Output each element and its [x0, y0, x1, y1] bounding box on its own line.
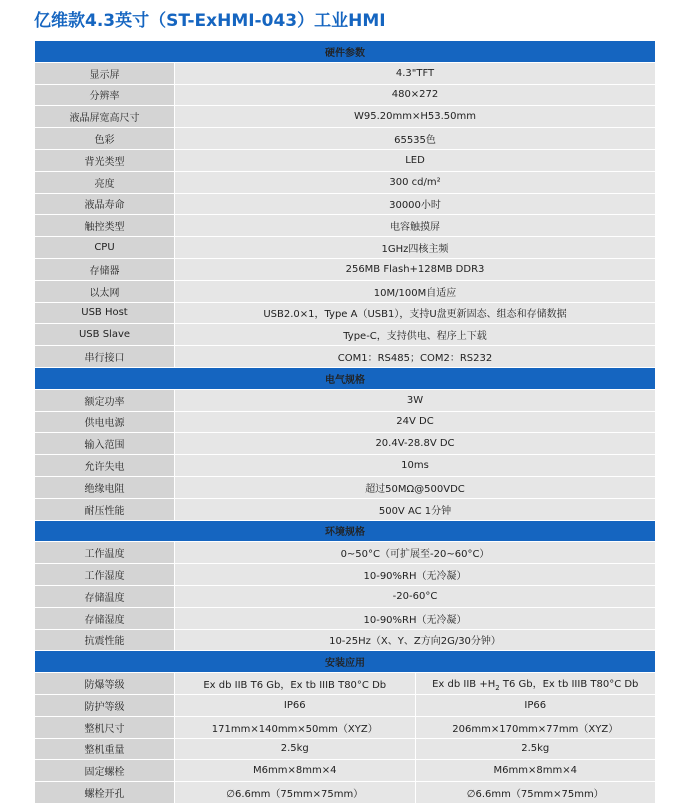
- spec-label: 色彩: [35, 128, 175, 150]
- spec-value: 10-90%RH（无冷凝）: [175, 564, 656, 586]
- spec-value-part: Ex db IIB +H: [432, 679, 496, 690]
- spec-value: 10M/100M自适应: [175, 280, 656, 302]
- spec-row: [35, 694, 656, 716]
- spec-row: [35, 564, 656, 586]
- spec-label: 绝缘电阻: [35, 476, 175, 498]
- spec-row: [35, 542, 656, 564]
- spec-row: [35, 585, 656, 607]
- spec-value: 30000小时: [175, 193, 656, 215]
- spec-row: [35, 84, 656, 106]
- electrical-section-header: 电气规格: [35, 367, 656, 389]
- spec-value: 480×272: [175, 84, 656, 106]
- spec-row: [35, 280, 656, 302]
- spec-value: USB2.0×1，Type A（USB1），支持U盘更新固态、组态和存储数据: [175, 302, 656, 324]
- spec-row: [35, 149, 656, 171]
- spec-row: [35, 673, 656, 695]
- spec-row: [35, 62, 656, 84]
- spec-value-model-a: Ex db IIB T6 Gb，Ex tb IIIB T80°C Db: [175, 673, 416, 695]
- spec-value-model-b: IP66: [415, 694, 656, 716]
- spec-row: [35, 171, 656, 193]
- spec-value-subscript: 2: [495, 684, 500, 692]
- installation-section-header-row: [35, 651, 656, 673]
- spec-value-model-a: IP66: [175, 694, 416, 716]
- spec-label: 工作湿度: [35, 564, 175, 586]
- spec-value: Type-C，支持供电、程序上下载: [175, 324, 656, 346]
- spec-row: [35, 411, 656, 433]
- spec-row: [35, 215, 656, 237]
- spec-value-model-a: 2.5kg: [175, 738, 416, 760]
- spec-value: 500V AC 1分钟: [175, 498, 656, 520]
- spec-row: [35, 258, 656, 280]
- spec-row: [35, 128, 656, 150]
- spec-row: [35, 782, 656, 804]
- hardware-section-header-row: [35, 41, 656, 63]
- spec-label: 存储湿度: [35, 607, 175, 629]
- hardware-section-header: 硬件参数: [35, 41, 656, 63]
- spec-label: 螺栓开孔: [35, 782, 175, 804]
- spec-value-model-b: M6mm×8mm×4: [415, 760, 656, 782]
- spec-value: LED: [175, 149, 656, 171]
- spec-row: [35, 193, 656, 215]
- electrical-section-header-row: [35, 367, 656, 389]
- spec-label: 允许失电: [35, 455, 175, 477]
- spec-label: 工作温度: [35, 542, 175, 564]
- spec-label: 串行接口: [35, 346, 175, 368]
- spec-label: USB Slave: [35, 324, 175, 346]
- spec-row: [35, 716, 656, 738]
- spec-label: 显示屏: [35, 62, 175, 84]
- spec-value-model-a: M6mm×8mm×4: [175, 760, 416, 782]
- spec-value: 4.3"TFT: [175, 62, 656, 84]
- spec-value: W95.20mm×H53.50mm: [175, 106, 656, 128]
- spec-value-part: T6 Gb，Ex tb IIIB T80°C Db: [499, 679, 639, 690]
- spec-row: [35, 346, 656, 368]
- spec-value-model-b: 206mm×170mm×77mm（XYZ）: [415, 716, 656, 738]
- spec-row: [35, 302, 656, 324]
- spec-value: 65535色: [175, 128, 656, 150]
- spec-row: [35, 629, 656, 651]
- spec-row: [35, 324, 656, 346]
- spec-row: [35, 433, 656, 455]
- spec-value: 256MB Flash+128MB DDR3: [175, 258, 656, 280]
- environment-section-header: 环境规格: [35, 520, 656, 542]
- spec-row: [35, 760, 656, 782]
- spec-label: 以太网: [35, 280, 175, 302]
- spec-value-model-b: ∅6.6mm（75mm×75mm）: [415, 782, 656, 804]
- spec-row: [35, 607, 656, 629]
- spec-value: 20.4V-28.8V DC: [175, 433, 656, 455]
- spec-label: 背光类型: [35, 149, 175, 171]
- spec-label: 固定螺栓: [35, 760, 175, 782]
- spec-value: -20-60°C: [175, 585, 656, 607]
- spec-label: 亮度: [35, 171, 175, 193]
- spec-label: 耐压性能: [35, 498, 175, 520]
- spec-value: 300 cd/m²: [175, 171, 656, 193]
- spec-value-model-a: 171mm×140mm×50mm（XYZ）: [175, 716, 416, 738]
- spec-label: 额定功率: [35, 389, 175, 411]
- spec-label: 整机尺寸: [35, 716, 175, 738]
- spec-value: 0~50°C（可扩展至-20~60°C）: [175, 542, 656, 564]
- spec-row: [35, 237, 656, 259]
- spec-value-model-b: [415, 673, 656, 695]
- spec-value: 24V DC: [175, 411, 656, 433]
- spec-value: 3W: [175, 389, 656, 411]
- page-title: 亿维款4.3英寸（ST-ExHMI-043）工业HMI: [34, 11, 386, 31]
- spec-label: 分辨率: [35, 84, 175, 106]
- spec-label: 整机重量: [35, 738, 175, 760]
- spec-label: 液晶屏宽高尺寸: [35, 106, 175, 128]
- spec-label: 存储温度: [35, 585, 175, 607]
- spec-value: 超过50MΩ@500VDC: [175, 476, 656, 498]
- spec-row: [35, 455, 656, 477]
- spec-value: 10ms: [175, 455, 656, 477]
- spec-label: 供电电源: [35, 411, 175, 433]
- spec-label: 抗震性能: [35, 629, 175, 651]
- spec-value: 1GHz四核主频: [175, 237, 656, 259]
- spec-row: [35, 389, 656, 411]
- spec-value-model-b: 2.5kg: [415, 738, 656, 760]
- spec-label: 防护等级: [35, 694, 175, 716]
- spec-row: [35, 476, 656, 498]
- spec-label: CPU: [35, 237, 175, 259]
- spec-label: USB Host: [35, 302, 175, 324]
- spec-label: 输入范围: [35, 433, 175, 455]
- spec-row: [35, 106, 656, 128]
- spec-table: [34, 40, 656, 804]
- spec-value-model-a: ∅6.6mm（75mm×75mm）: [175, 782, 416, 804]
- spec-row: [35, 738, 656, 760]
- spec-label: 防爆等级: [35, 673, 175, 695]
- spec-value: COM1：RS485；COM2：RS232: [175, 346, 656, 368]
- environment-section-header-row: [35, 520, 656, 542]
- spec-row: [35, 498, 656, 520]
- spec-value: 电容触摸屏: [175, 215, 656, 237]
- installation-section-header: 安装应用: [35, 651, 656, 673]
- spec-label: 触控类型: [35, 215, 175, 237]
- spec-label: 存储器: [35, 258, 175, 280]
- spec-label: 液晶寿命: [35, 193, 175, 215]
- spec-value: 10-90%RH（无冷凝）: [175, 607, 656, 629]
- spec-value: 10-25Hz（X、Y、Z方向2G/30分钟）: [175, 629, 656, 651]
